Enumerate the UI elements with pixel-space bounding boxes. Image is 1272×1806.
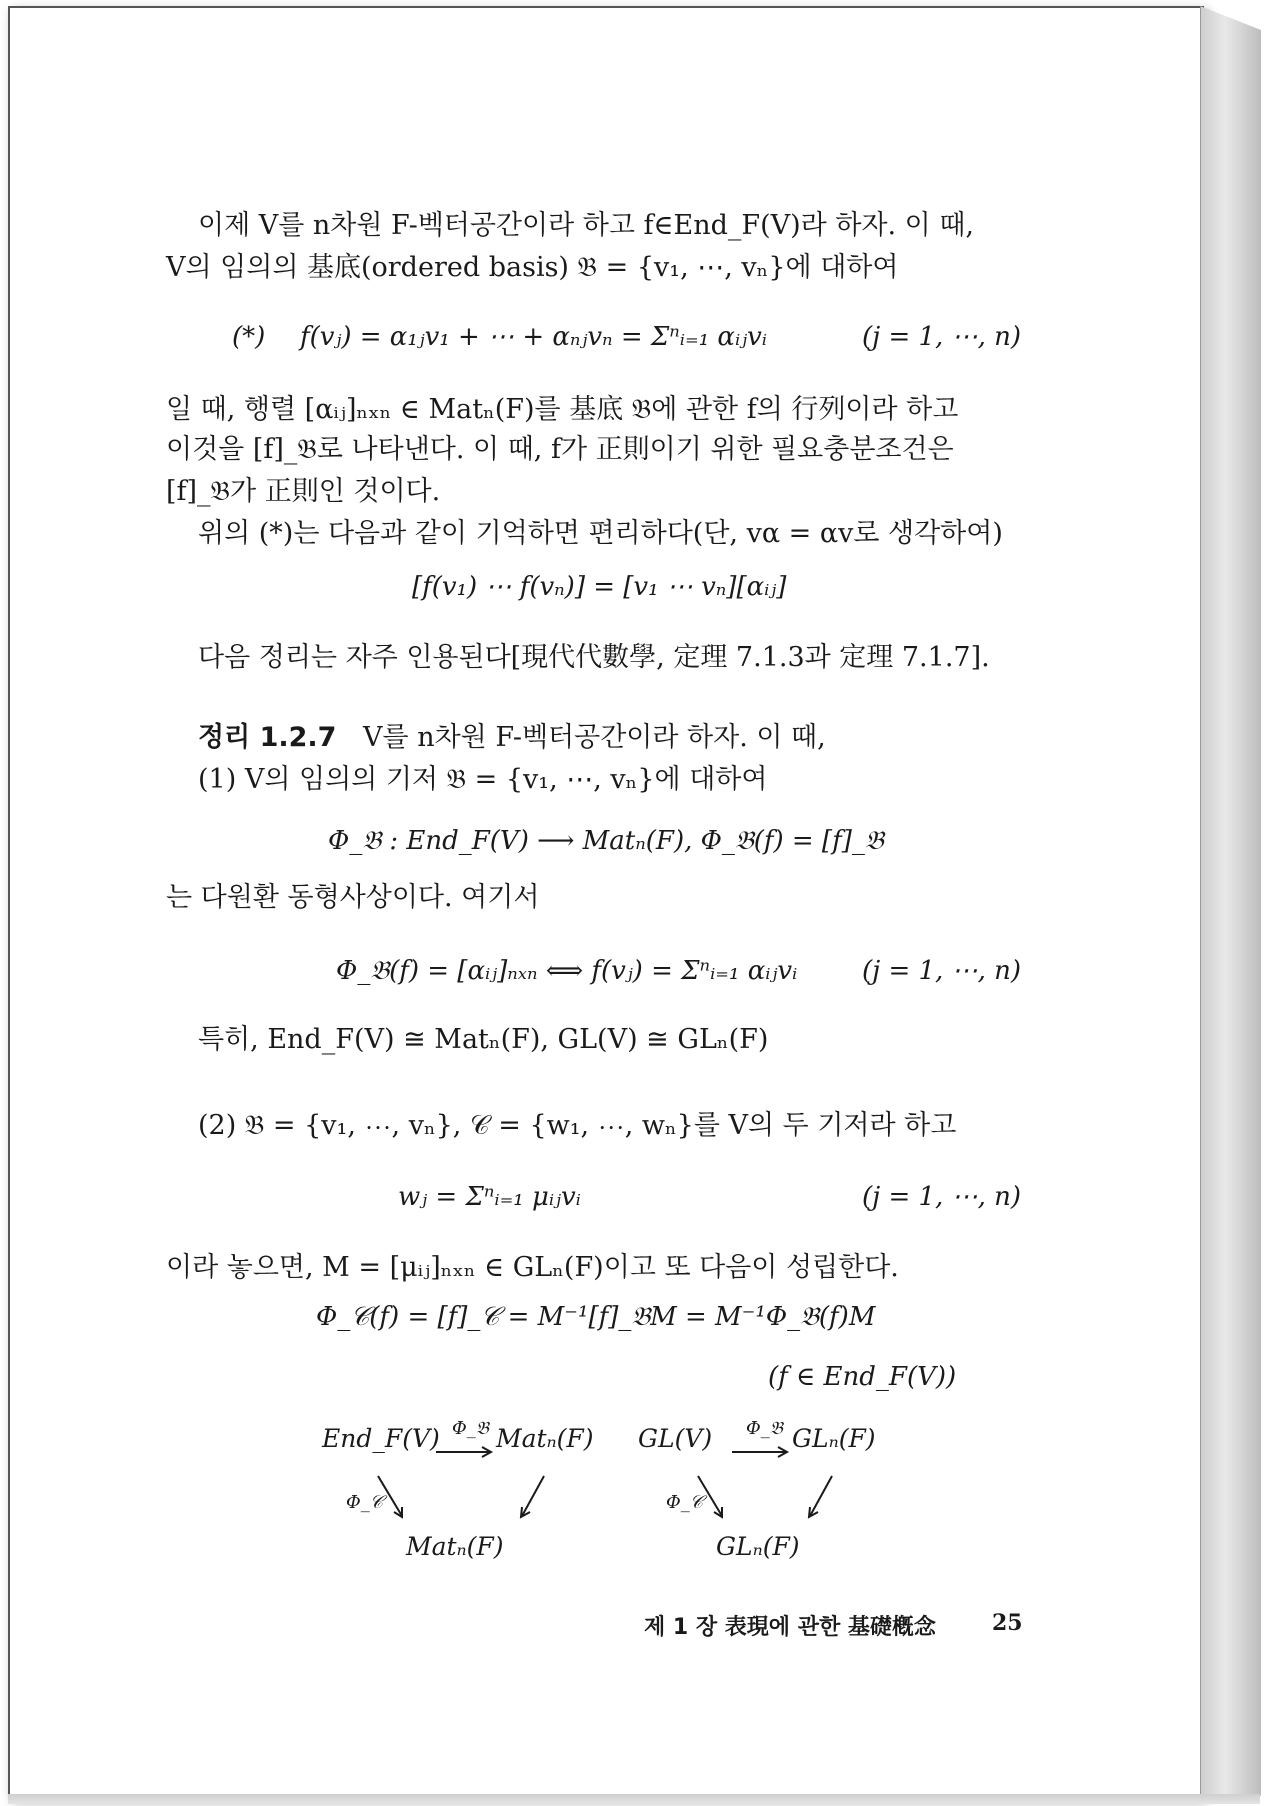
paragraph-line: 다음 정리는 자주 인용된다[現代代數學, 定理 7.1.3과 定理 7.1.7]. xyxy=(198,642,990,673)
paragraph-line: 특히, End_F(V) ≅ Matₙ(F), GL(V) ≅ GLₙ(F) xyxy=(198,1024,769,1055)
theorem-text: V를 n차원 F-벡터공간이라 하자. 이 때, xyxy=(363,722,826,753)
equation-range: (j = 1, ⋯, n) xyxy=(862,956,1022,986)
page-edge-bottom xyxy=(8,1794,1260,1804)
right-arrow-icon xyxy=(436,1446,496,1458)
diagonal-arrow-icon xyxy=(376,1474,406,1520)
page-edge-right xyxy=(1200,6,1261,1796)
diagonal-arrow-icon xyxy=(696,1474,726,1520)
theorem-heading xyxy=(198,720,826,756)
paragraph-line: 위의 (*)는 다음과 같이 기억하면 편리하다(단, vα = αv로 생각하여) xyxy=(198,518,1003,549)
diagram-arrow-label: Φ_𝒞 xyxy=(346,1492,383,1513)
paragraph-line: 는 다원환 동형사상이다. 여기서 xyxy=(166,882,540,913)
diagram-node: End_F(V) xyxy=(322,1424,440,1453)
equation-phi: Φ_𝔅 : End_F(V) ⟶ Matₙ(F), Φ_𝔅(f) = [f]_𝔅 xyxy=(328,826,884,856)
chapter-footer: 제 1 장 表現에 관한 基礎槪念 xyxy=(644,1615,936,1640)
paragraph-line: 이것을 [f]_𝔅로 나타낸다. 이 때, f가 正則이기 위한 필요충분조건은 xyxy=(166,434,954,465)
diagram-node: Matₙ(F) xyxy=(496,1424,594,1453)
diagonal-arrow-icon xyxy=(518,1474,548,1520)
diagram-node: Matₙ(F) xyxy=(406,1532,504,1561)
diagram-arrow-label: Φ_𝒞 xyxy=(666,1492,703,1513)
diagram-node: GL(V) xyxy=(638,1424,713,1453)
theorem-label: 정리 1.2.7 xyxy=(198,722,337,753)
equation-range: (j = 1, ⋯, n) xyxy=(862,322,1022,352)
equation-label: (*) xyxy=(232,322,266,352)
equation-matrix: [f(v₁) ⋯ f(vₙ)] = [v₁ ⋯ vₙ][αᵢⱼ] xyxy=(412,572,787,602)
paragraph-line: 일 때, 행렬 [αᵢⱼ]ₙₓₙ ∈ Matₙ(F)를 基底 𝔅에 관한 f의 行列이라 하고 xyxy=(166,394,959,425)
paragraph-line: V의 임의의 基底(ordered basis) 𝔅 = {v₁, ⋯, vₙ}에 대하여 xyxy=(166,252,899,283)
paragraph-line: 이제 V를 n차원 F-벡터공간이라 하고 f∈End_F(V)라 하자. 이 때, xyxy=(198,210,974,241)
equation-equivalence: Φ_𝔅(f) = [αᵢⱼ]ₙₓₙ ⟺ f(vⱼ) = Σⁿᵢ₌₁ αᵢⱼvᵢ xyxy=(336,956,798,986)
diagram-arrow-label: Φ_𝔅 xyxy=(452,1418,489,1439)
right-arrow-icon xyxy=(732,1446,792,1458)
equation-w: wⱼ = Σⁿᵢ₌₁ μᵢⱼvᵢ xyxy=(398,1182,581,1212)
equation-change-of-basis: Φ_𝒞(f) = [f]_𝒞 = M⁻¹[f]_𝔅M = M⁻¹Φ_𝔅(f)M xyxy=(316,1302,876,1332)
diagonal-arrow-icon xyxy=(806,1474,836,1520)
equation-range: (j = 1, ⋯, n) xyxy=(862,1182,1022,1212)
equation-range: (f ∈ End_F(V)) xyxy=(768,1362,957,1392)
paragraph-line: [f]_𝔅가 正則인 것이다. xyxy=(166,476,441,507)
diagram-node: GLₙ(F) xyxy=(792,1424,876,1453)
theorem-item-2: (2) 𝔅 = {v₁, ⋯, vₙ}, 𝒞 = {w₁, ⋯, wₙ}를 V의 두 기저라 하고 xyxy=(198,1110,957,1141)
theorem-item-1: (1) V의 임의의 기저 𝔅 = {v₁, ⋯, vₙ}에 대하여 xyxy=(198,764,768,795)
diagram-arrow-label: Φ_𝔅 xyxy=(746,1418,783,1439)
diagram-node: GLₙ(F) xyxy=(716,1532,800,1561)
equation-star: f(vⱼ) = α₁ⱼv₁ + ⋯ + αₙⱼvₙ = Σⁿᵢ₌₁ αᵢⱼvᵢ xyxy=(300,322,768,352)
page-number: 25 xyxy=(992,1610,1023,1636)
paragraph-line: 이라 놓으면, M = [μᵢⱼ]ₙₓₙ ∈ GLₙ(F)이고 또 다음이 성립한다. xyxy=(166,1252,899,1283)
